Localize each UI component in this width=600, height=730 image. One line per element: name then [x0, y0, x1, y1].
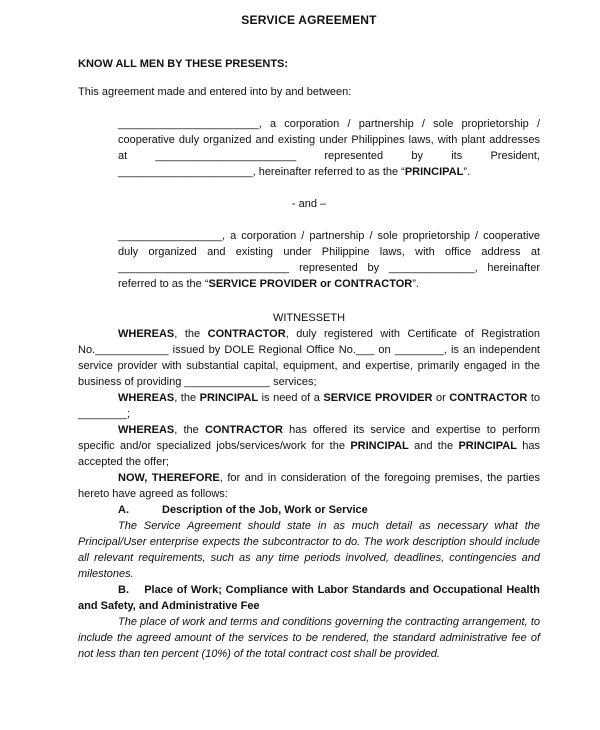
- section-b-title: Place of Work; Compliance with Labor Standards and Occupational Health and Safety, and Administrative Fee: [78, 584, 540, 612]
- whereas-3-principal: PRINCIPAL: [350, 440, 409, 452]
- whereas-1-contractor: CONTRACTOR: [207, 328, 286, 340]
- whereas-2-text-a: , the: [174, 392, 200, 404]
- section-b-heading: [78, 582, 540, 614]
- whereas-2-text-b: is need of a: [258, 392, 324, 404]
- section-a-number: A.: [118, 504, 129, 516]
- now-therefore-label: NOW, THEREFORE: [118, 472, 220, 484]
- whereas-3-contractor: CONTRACTOR: [204, 424, 283, 436]
- now-therefore-clause: [78, 470, 540, 502]
- whereas-2-principal: PRINCIPAL: [199, 392, 259, 404]
- section-b-number: B.: [118, 584, 129, 596]
- whereas-clause-1: [78, 326, 540, 390]
- section-a-body: The Service Agreement should state in as much detail as necessary what the Principal/User enterprise expects the subcontractor to do. The work description should include all relevant requirements, such as any time periods involved, deadlines, contingencies and milestones.: [78, 520, 540, 580]
- party-contractor-end: ”.: [412, 278, 419, 290]
- whereas-1-label: WHEREAS: [118, 328, 175, 340]
- whereas-3-text-b: has offered its service and expertise to perform specific and/or specialized jobs/services/work for the: [78, 424, 540, 452]
- now-therefore-text: , for and in consideration of the foregoing premises, the parties hereto have agreed as follows:: [78, 472, 540, 500]
- party-principal-text: _______________________, a corporation / partnership / sole proprietorship / cooperative duly organized and existing under Philippines laws, with plant addresses at _______________________ represented by its President, ______________________, hereinafter referred to as the “: [118, 118, 540, 178]
- whereas-clause-3: [78, 422, 540, 470]
- whereas-3-label: WHEREAS: [118, 424, 175, 436]
- whereas-clause-2: [78, 390, 540, 422]
- section-b-body: The place of work and terms and conditions governing the contracting arrangement, to include the agreed amount of the services to be rendered, the standard administrative fee of not less than ten percent (10%) of the total contract cost shall be provided.: [78, 616, 540, 660]
- whereas-2-service-provider: SERVICE PROVIDER: [323, 392, 433, 404]
- whereas-3-text-c: and the: [408, 440, 459, 452]
- whereas-2-text-c: or: [432, 392, 450, 404]
- intro-paragraph: This agreement made and entered into by and between:: [78, 86, 352, 98]
- whereas-1-text-a: , the: [174, 328, 208, 340]
- whereas-3-text-d: has accepted the offer;: [78, 440, 540, 468]
- and-separator: - and –: [291, 198, 327, 210]
- section-a-title: Description of the Job, Work or Service: [162, 504, 368, 516]
- whereas-2-text-d: to ________;: [78, 392, 541, 420]
- party-contractor-text: _________________, a corporation / partnership / sole proprietorship / cooperative duly organized and existing under Philippine laws, with office address at ____________________________ represented by ______________, hereinafter referred to as the “: [118, 230, 540, 290]
- party-contractor-paragraph: [78, 228, 540, 292]
- principal-label: PRINCIPAL: [404, 166, 464, 178]
- contractor-label: SERVICE PROVIDER or CONTRACTOR: [208, 278, 413, 290]
- party-principal-paragraph: [78, 116, 540, 180]
- section-a-heading: [78, 502, 540, 518]
- whereas-2-label: WHEREAS: [118, 392, 175, 404]
- whereas-1-text-b: , duly registered with Certificate of Registration No.____________ issued by DOLE Regional Office No.___ on ________, is an independent service provider with substantial capital, equipment, and expertise, primarily engaged in the business of providing ______________ services;: [78, 328, 540, 388]
- whereas-2-contractor: CONTRACTOR: [449, 392, 528, 404]
- witnesseth-heading: WITNESSETH: [272, 312, 346, 324]
- know-all-men-heading: KNOW ALL MEN BY THESE PRESENTS:: [78, 58, 289, 70]
- whereas-3-principal-2: PRINCIPAL: [458, 440, 517, 452]
- party-principal-end: ”.: [463, 166, 471, 178]
- document-title: SERVICE AGREEMENT: [241, 13, 377, 27]
- whereas-3-text-a: , the: [174, 424, 205, 436]
